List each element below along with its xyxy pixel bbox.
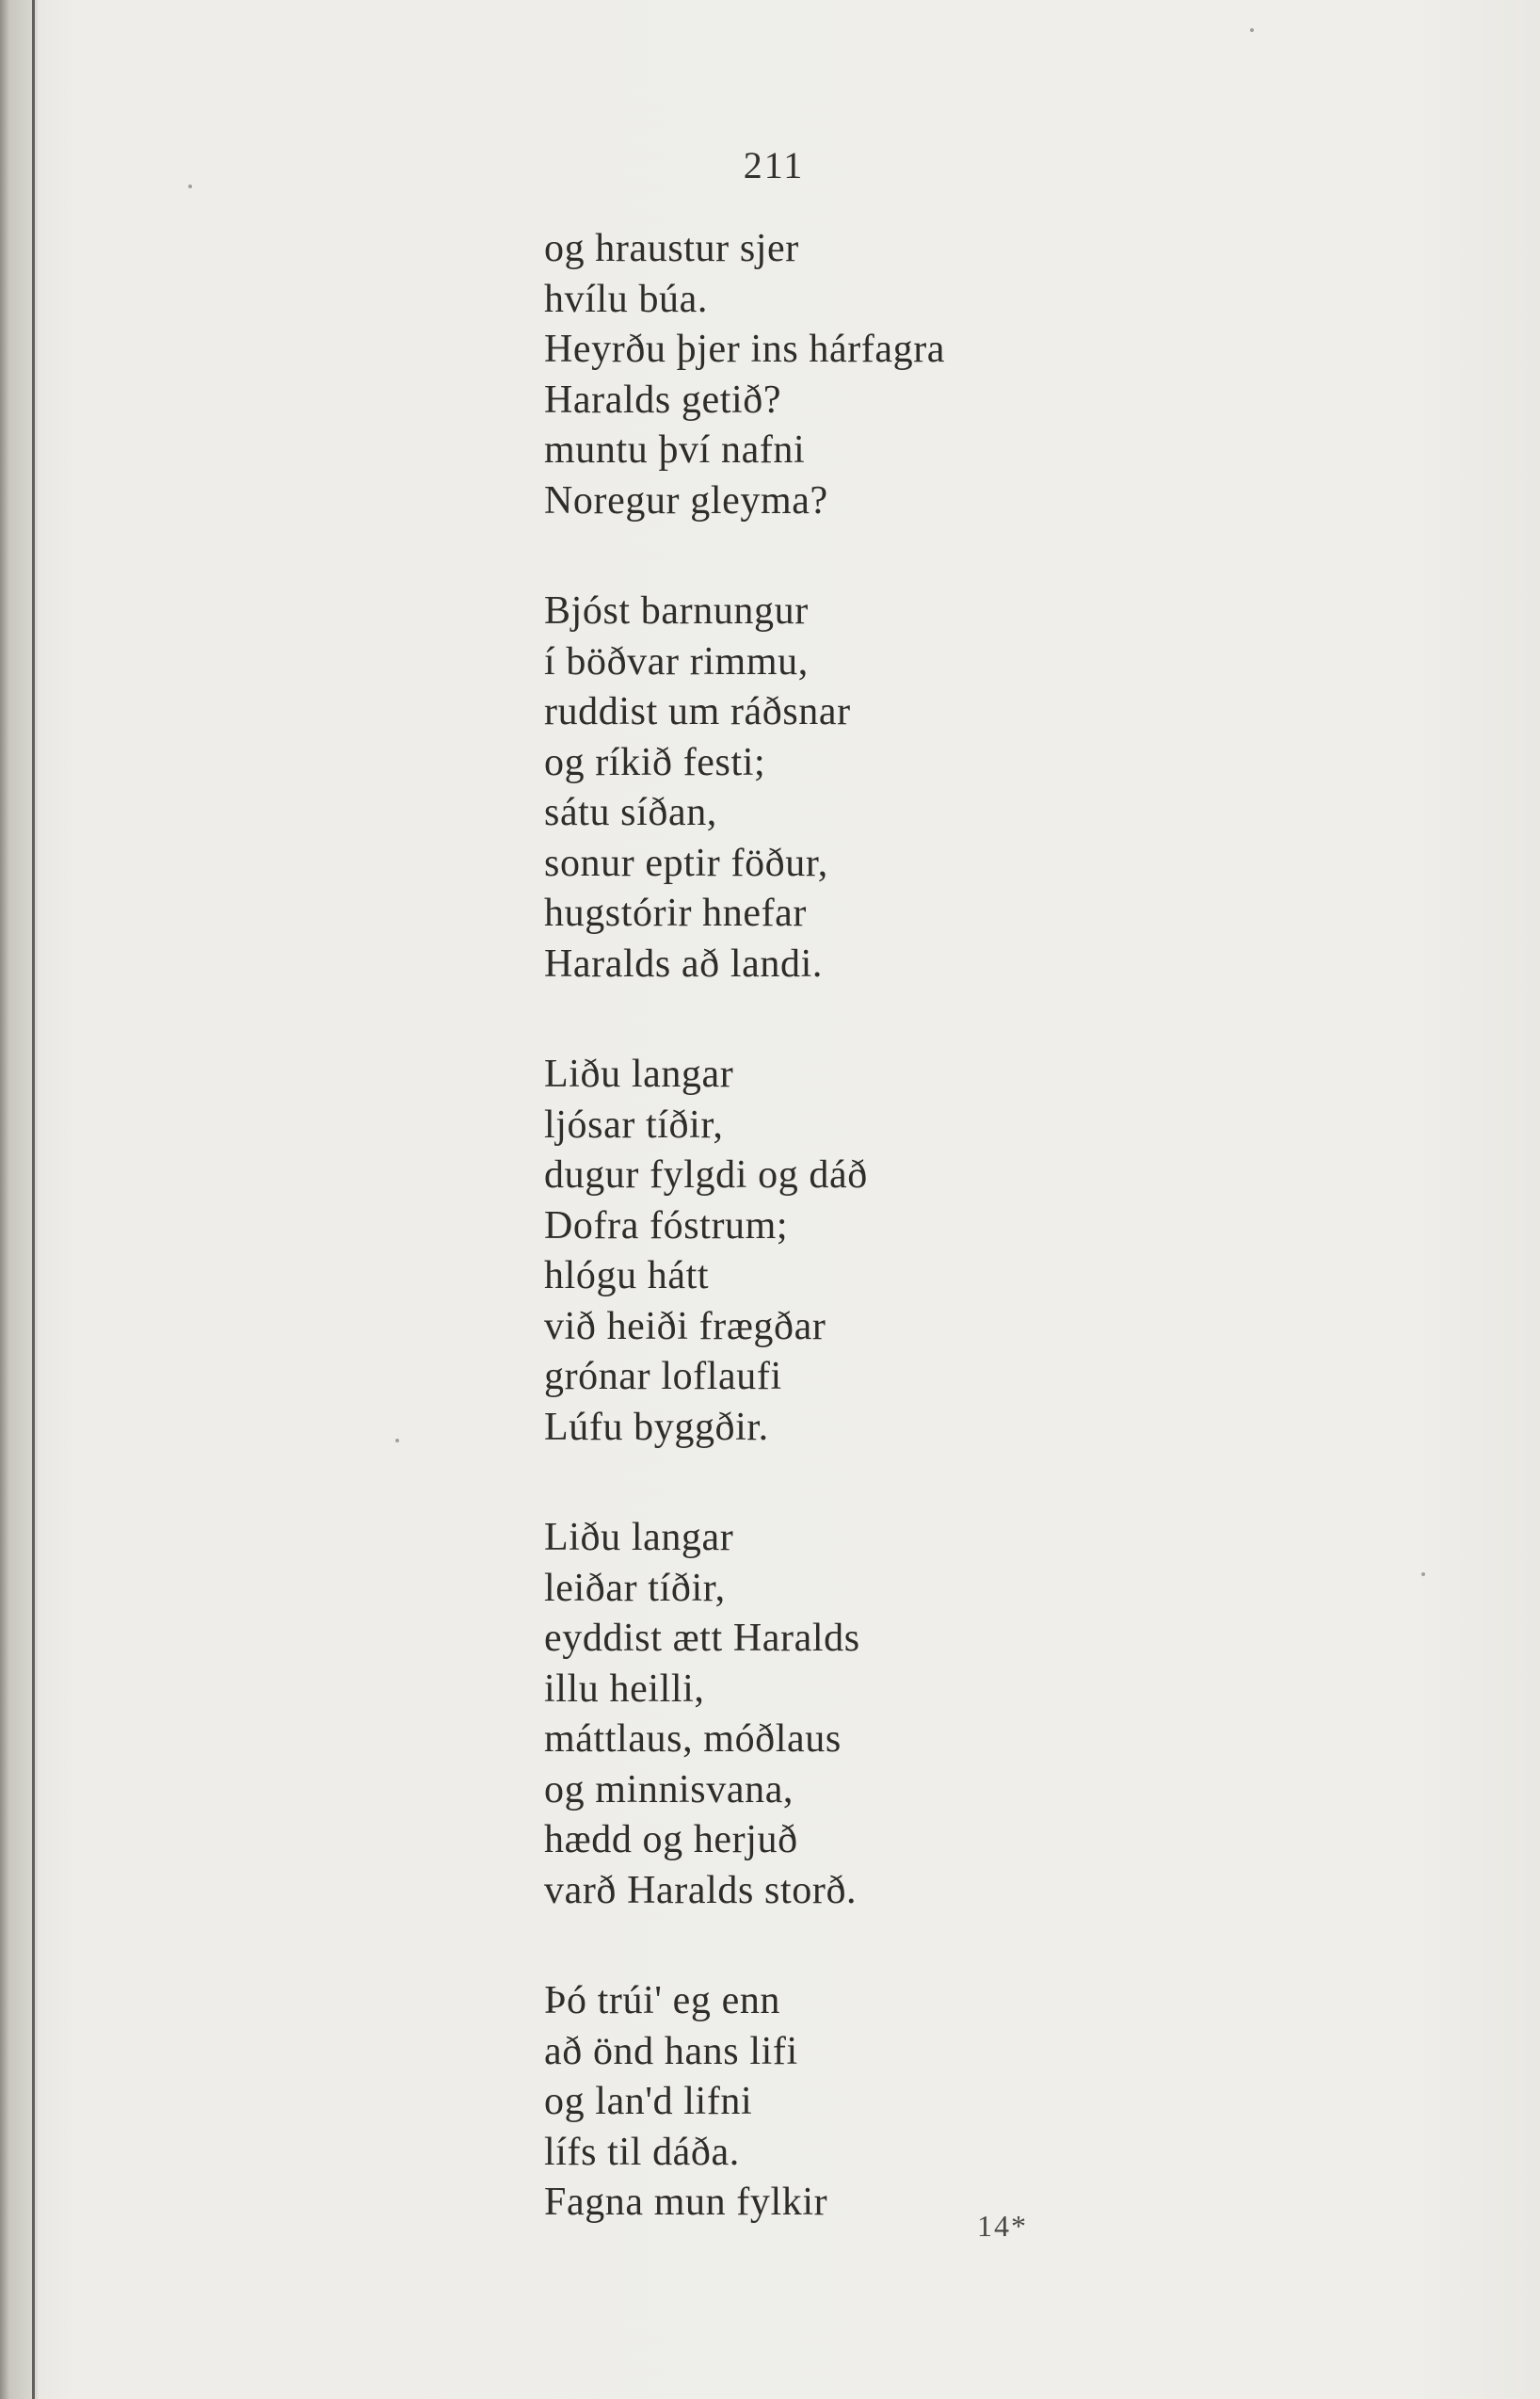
poem-line: leiðar tíðir, xyxy=(544,1566,726,1610)
poem-line: ljósar tíðir, xyxy=(544,1103,724,1147)
poem-line: og ríkið festi; xyxy=(544,740,766,784)
poem-line: og minnisvana, xyxy=(544,1767,794,1811)
poem-line: Haralds getið? xyxy=(544,378,782,422)
poem-line: Haralds að landi. xyxy=(544,942,823,986)
poem-line: við heiði frægðar xyxy=(544,1304,826,1348)
poem-line: máttlaus, móðlaus xyxy=(544,1717,842,1761)
stanza-3 xyxy=(544,1050,1391,1453)
gutter-line xyxy=(32,0,35,2399)
poem-line: að önd hans lifi xyxy=(544,2029,798,2073)
poem-line: sonur eptir föður, xyxy=(544,841,828,885)
poem-line: í böðvar rimmu, xyxy=(544,639,809,684)
poem-line: sátu síðan, xyxy=(544,791,717,834)
poem-line: hvílu búa. xyxy=(544,277,708,321)
stanza-5 xyxy=(544,1976,1391,2229)
poem-line: Lúfu byggðir. xyxy=(544,1405,769,1449)
poem-line: og lan'd lifni xyxy=(544,2080,753,2123)
poem-line: Noregur gleyma? xyxy=(544,478,828,523)
page-number: 211 xyxy=(743,144,805,186)
poem-line: ruddist um ráðsnar xyxy=(544,690,851,733)
paper-speck xyxy=(1250,28,1254,32)
poem-line: grónar loflaufi xyxy=(544,1355,782,1398)
stanza-2 xyxy=(544,587,1391,990)
poem-line: lífs til dáða. xyxy=(544,2130,740,2174)
paper-speck xyxy=(188,185,192,188)
poem-line: Dofra fóstrum; xyxy=(544,1203,789,1248)
poem-line: hlógu hátt xyxy=(544,1254,710,1297)
poem-line: dugur fylgdi og dáð xyxy=(544,1153,868,1197)
stanza-1 xyxy=(544,224,1391,526)
stanza-4 xyxy=(544,1513,1391,1916)
signature-mark: 14* xyxy=(977,2209,1028,2243)
poem-line: hugstórir hnefar xyxy=(544,892,808,935)
poem-line: og hraustur sjer xyxy=(544,227,799,270)
poem-line: hædd og herjuð xyxy=(544,1818,798,1861)
poem-line: muntu því nafni xyxy=(544,428,806,472)
poem-line: illu heilli, xyxy=(544,1666,705,1711)
paper-speck xyxy=(395,1439,399,1442)
poem-line: varð Haralds storð. xyxy=(544,1868,858,1912)
poem-line: Liðu langar xyxy=(544,1053,734,1096)
poem-line: Bjóst barnungur xyxy=(544,589,809,633)
poem-line: Þó trúi' eg enn xyxy=(544,1979,781,2022)
paper-speck xyxy=(1421,1572,1425,1576)
poem-line: Liðu langar xyxy=(544,1516,734,1559)
poem-line: eyddist ætt Haralds xyxy=(544,1617,860,1660)
poem-text xyxy=(544,224,1391,2289)
poem-line: Fagna mun fylkir xyxy=(544,2181,828,2224)
poem-line: Heyrðu þjer ins hárfagra xyxy=(544,328,946,371)
